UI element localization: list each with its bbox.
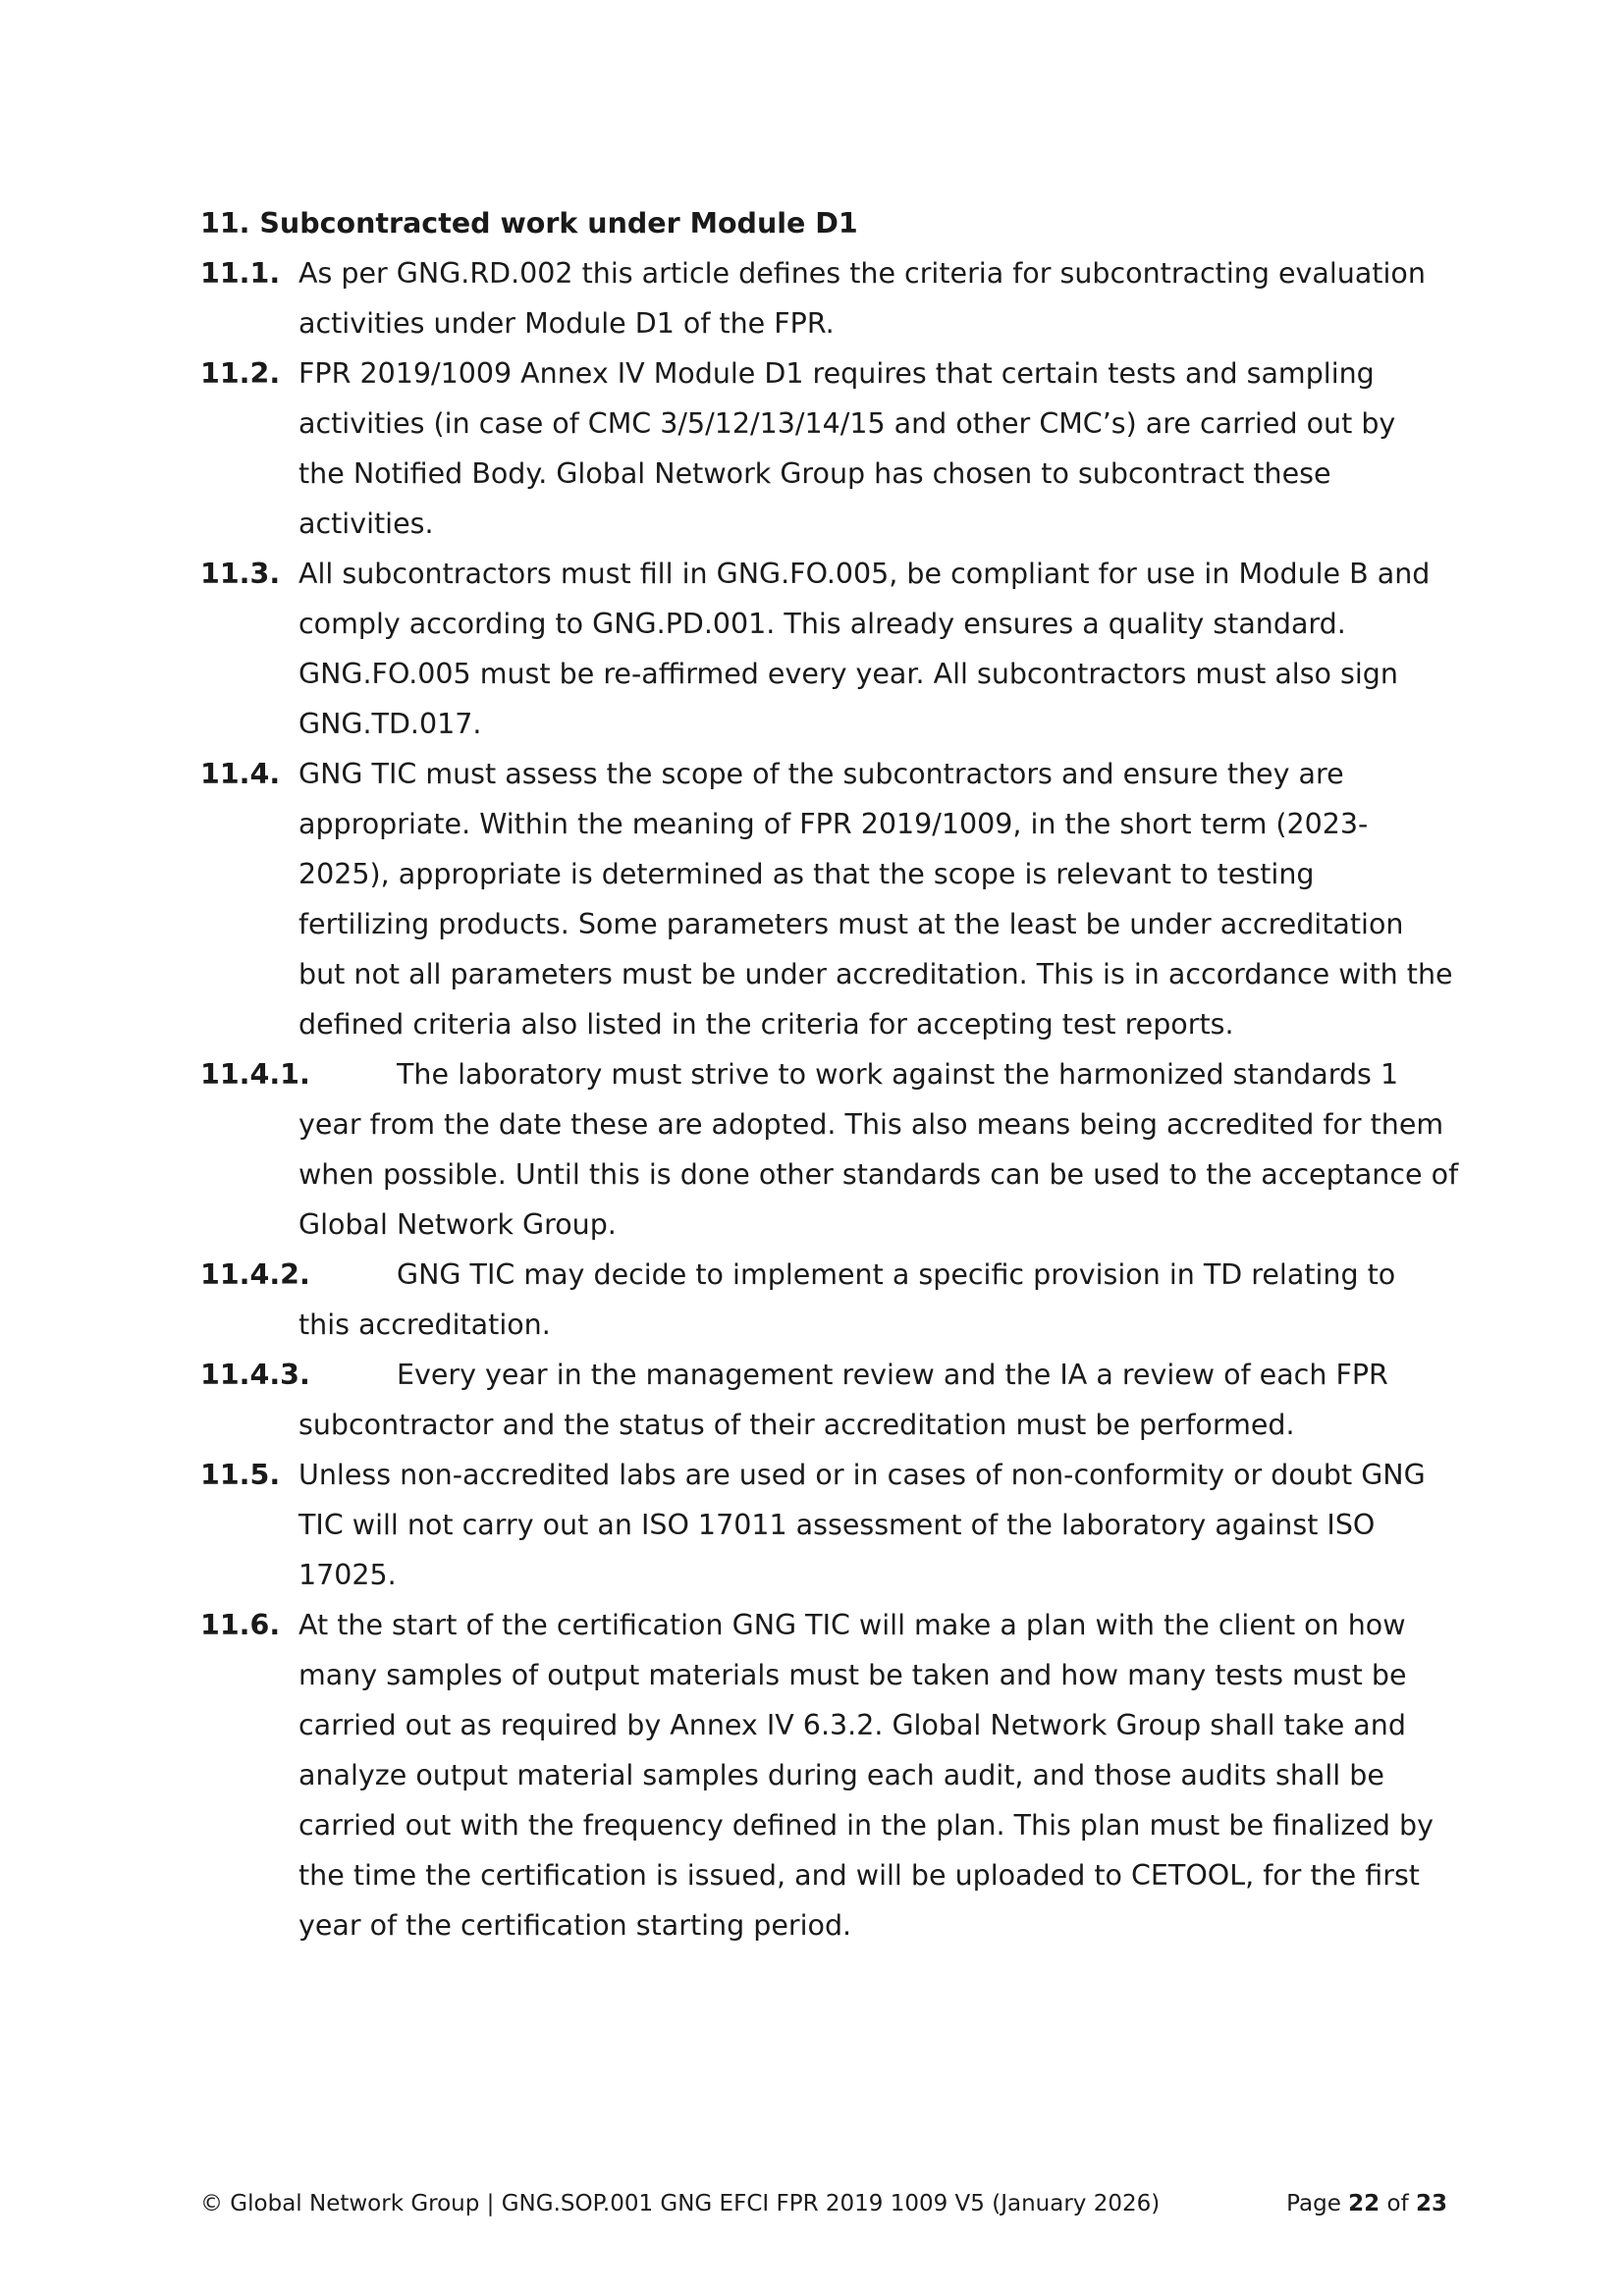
clause-text-line: Global Network Group. bbox=[298, 1208, 617, 1241]
clause-text-line: the time the certification is issued, and will be uploaded to CETOOL, for the first bbox=[298, 1859, 1420, 1892]
clause-11-6 bbox=[200, 1600, 1447, 1950]
clause-text-line: 2025), appropriate is determined as that the scope is relevant to testing bbox=[298, 858, 1315, 890]
clause-text-line: All subcontractors must fill in GNG.FO.005, be compliant for use in Module B and bbox=[298, 558, 1431, 590]
clause-number: 11.4.2. bbox=[200, 1258, 310, 1291]
clause-text-line: Every year in the management review and the IA a review of each FPR bbox=[397, 1359, 1388, 1391]
clause-11-1 bbox=[200, 248, 1447, 348]
clause-number: 11.2. bbox=[200, 357, 281, 390]
clause-11-4-1 bbox=[200, 1049, 1459, 1250]
clause-text-line: carried out with the frequency defined in the plan. This plan must be finalized by bbox=[298, 1809, 1435, 1842]
clause-text-line: subcontractor and the status of their accreditation must be performed. bbox=[298, 1409, 1295, 1441]
clause-text-line: GNG.TD.017. bbox=[298, 708, 482, 740]
clause-text-line: GNG TIC may decide to implement a specific provision in TD relating to bbox=[397, 1258, 1396, 1291]
clause-list bbox=[200, 248, 1459, 1950]
clause-text-line: defined criteria also listed in the criteria for accepting test reports. bbox=[298, 1008, 1234, 1041]
clause-number: 11.4. bbox=[200, 758, 281, 790]
clause-text-line: The laboratory must strive to work against the harmonized standards 1 bbox=[397, 1058, 1399, 1091]
clause-number: 11.4.3. bbox=[200, 1359, 310, 1391]
clause-text-line: activities (in case of CMC 3/5/12/13/14/15 and other CMC’s) are carried out by bbox=[298, 407, 1396, 440]
footer-page-number bbox=[1286, 2189, 1447, 2218]
clause-text-line: activities. bbox=[298, 507, 434, 540]
footer-page-current: 22 bbox=[1348, 2191, 1380, 2216]
clause-11-4-3 bbox=[200, 1350, 1447, 1450]
clause-number: 11.1. bbox=[200, 257, 281, 290]
document-body bbox=[200, 198, 1459, 1950]
clause-number: 11.3. bbox=[200, 558, 281, 590]
clause-text-line: many samples of output materials must be taken and how many tests must be bbox=[298, 1659, 1407, 1691]
clause-text-line: GNG.FO.005 must be re-affirmed every year. All subcontractors must also sign bbox=[298, 658, 1398, 690]
clause-text-line: 17025. bbox=[298, 1559, 397, 1591]
section-title: 11. Subcontracted work under Module D1 bbox=[200, 207, 858, 240]
clause-text-line: FPR 2019/1009 Annex IV Module D1 requires that certain tests and sampling bbox=[298, 357, 1375, 390]
clause-text-line: appropriate. Within the meaning of FPR 2019/1009, in the short term (2023- bbox=[298, 808, 1369, 840]
footer-copyright: © Global Network Group | GNG.SOP.001 GNG EFCI FPR 2019 1009 V5 (January 2026) bbox=[200, 2191, 1161, 2216]
clause-text-line: fertilizing products. Some parameters must at the least be under accreditation bbox=[298, 908, 1404, 940]
clause-text-line: GNG TIC must assess the scope of the subcontractors and ensure they are bbox=[298, 758, 1344, 790]
footer-page-of: of bbox=[1386, 2191, 1409, 2216]
footer-page-label: Page bbox=[1286, 2191, 1341, 2216]
clause-11-4-2 bbox=[200, 1250, 1447, 1350]
clause-text-line: but not all parameters must be under accreditation. This is in accordance with the bbox=[298, 958, 1453, 990]
clause-11-4 bbox=[200, 749, 1453, 1049]
footer-page-total: 23 bbox=[1415, 2191, 1447, 2216]
clause-11-2 bbox=[200, 348, 1447, 549]
clause-11-3 bbox=[200, 549, 1447, 749]
clause-text-line: At the start of the certification GNG TIC will make a plan with the client on how bbox=[298, 1609, 1406, 1641]
clause-text-line: this accreditation. bbox=[298, 1308, 551, 1341]
clause-text-line: analyze output material samples during each audit, and those audits shall be bbox=[298, 1759, 1384, 1791]
clause-text-line: year from the date these are adopted. This also means being accredited for them bbox=[298, 1108, 1444, 1141]
clause-text-line: when possible. Until this is done other standards can be used to the acceptance of bbox=[298, 1158, 1459, 1191]
clause-text-line: year of the certification starting period. bbox=[298, 1909, 852, 1942]
clause-number: 11.5. bbox=[200, 1459, 281, 1491]
clause-text-line: As per GNG.RD.002 this article defines the criteria for subcontracting evaluation bbox=[298, 257, 1426, 290]
clause-text-line: comply according to GNG.PD.001. This already ensures a quality standard. bbox=[298, 608, 1346, 640]
clause-text-line: activities under Module D1 of the FPR. bbox=[298, 307, 835, 340]
clause-number: 11.4.1. bbox=[200, 1058, 310, 1091]
clause-text-line: the Notified Body. Global Network Group has chosen to subcontract these bbox=[298, 457, 1331, 490]
clause-11-5 bbox=[200, 1450, 1447, 1600]
clause-text-line: TIC will not carry out an ISO 17011 assessment of the laboratory against ISO bbox=[298, 1509, 1376, 1541]
clause-text-line: carried out as required by Annex IV 6.3.2. Global Network Group shall take and bbox=[298, 1709, 1406, 1741]
clause-number: 11.6. bbox=[200, 1609, 281, 1641]
clause-text-line: Unless non-accredited labs are used or in cases of non-conformity or doubt GNG bbox=[298, 1459, 1426, 1491]
